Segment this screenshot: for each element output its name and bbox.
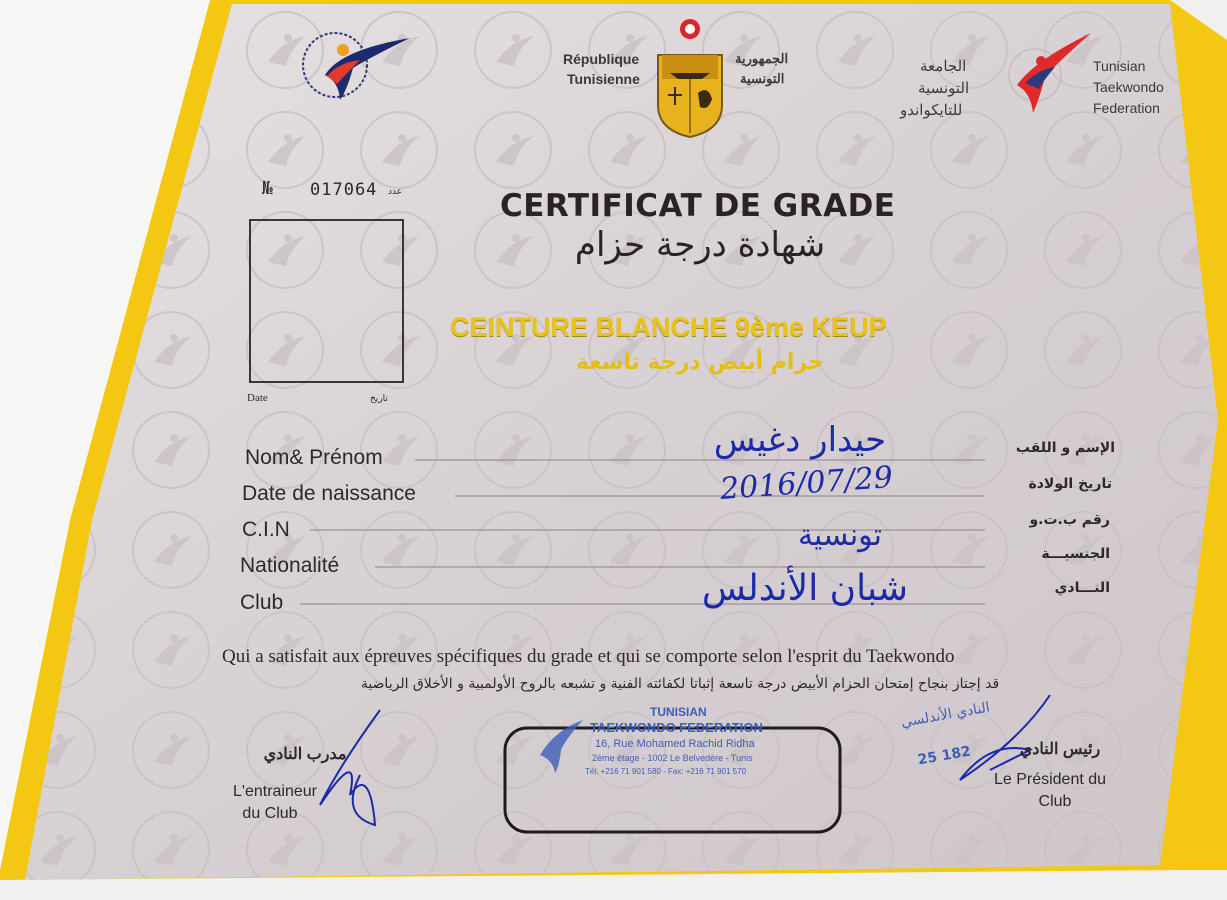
world-taekwondo-logo [285,20,415,110]
birth-label: Date de naissance [242,482,416,505]
club-label-ar: النـــادي [1054,580,1110,596]
stamp-line5: Tél: +216 71 901 580 - Fax: +216 71 901 570 [585,767,747,776]
republic-fr-line2: Tunisienne [567,71,640,87]
certificate-number-ar: عدد [388,187,403,197]
grade-ar: حزام أبيض درجة تاسعة [575,350,825,375]
birth-label-ar: تاريخ الولادة [1028,476,1112,492]
federation-en-line2: Taekwondo [1093,79,1164,95]
statement-ar: قد إجتاز بنجاح إمتحان الحزام الأبيض درجة تاسعة إثباتا لكفائته الفنية و تشبعه بالروح الأولمبية و الأخلاق الرياضية [360,676,1000,692]
federation-en-line1: Tunisian [1093,58,1146,74]
trainer-signature-icon [300,705,400,835]
stamp-line3: 16, Rue Mohamed Rachid Ridha [595,738,755,750]
federation-logo [995,25,1095,120]
president-label-fr-line1: Le Président du [993,771,1107,788]
stamp-line2: TAEKWONDO FEDERATION [590,720,763,735]
club-stamp-line2: 25 182 [916,743,973,769]
republic-ar-line2: التونسية [740,71,785,86]
coat-of-arms-icon [650,15,730,140]
certificate-title-ar: شهادة درجة حزام [574,225,826,265]
federation-en-line3: Federation [1093,100,1160,116]
republic-fr-line1: République [563,51,640,67]
certificate-number-prefix: № [262,178,273,199]
cin-label-ar: رقم ب.ت.و [1029,512,1110,528]
stamp-line1: TUNISIAN [650,705,707,719]
name-label: Nom& Prénom [245,446,383,469]
stamp-logo-icon [535,715,585,775]
federation-ar-line2: التونسية [918,80,970,97]
world-taekwondo-icon [285,20,415,110]
certificate-title-fr: CERTIFICAT DE GRADE [500,188,896,224]
club-stamp-line1: النادي الأندلسي [899,699,992,731]
cin-label: C.I.N [242,518,290,541]
nationality-label-ar: الجنسيـــة [1041,546,1110,562]
trainer-label-fr-line2: du Club [242,805,298,822]
trainer-label-fr-line1: L'entraineur [233,783,317,800]
photo-date-label-ar: تاريخ [370,394,388,404]
stamp-line4: 2ème étage - 1002 Le Belvedère - Tunis [592,753,753,763]
president-label-fr-line2: Club [1038,793,1072,810]
trainer-label-ar: مدرب النادي [263,746,347,763]
republic-ar-line1: الجمهورية [735,51,789,66]
tunisia-coat-of-arms [650,15,730,140]
grade-fr: CEINTURE BLANCHE 9ème KEUP [450,312,887,342]
name-value: حيدار دغيس [713,420,887,460]
statement-fr: Qui a satisfait aux épreuves spécifiques du grade et qui se comporte selon l'esprit du Taekwondo [222,646,955,667]
club-value: شبان الأندلس [701,568,909,609]
birth-value: 2016/07/29 [718,460,894,507]
federation-ar-line1: الجامعة [920,58,967,75]
certificate-number: 017064 [310,180,378,200]
club-label: Club [240,591,284,614]
nationality-value: تونسية [797,518,883,553]
president-label-ar: رئيس النادي [1019,741,1101,758]
federation-logo-icon [995,25,1095,120]
federation-ar-line3: للتايكواندو [900,102,963,119]
name-label-ar: الإسم و اللقب [1015,440,1115,456]
photo-date-label: Date [247,392,268,404]
federation-stamp [520,700,830,820]
nationality-label: Nationalité [240,554,340,577]
